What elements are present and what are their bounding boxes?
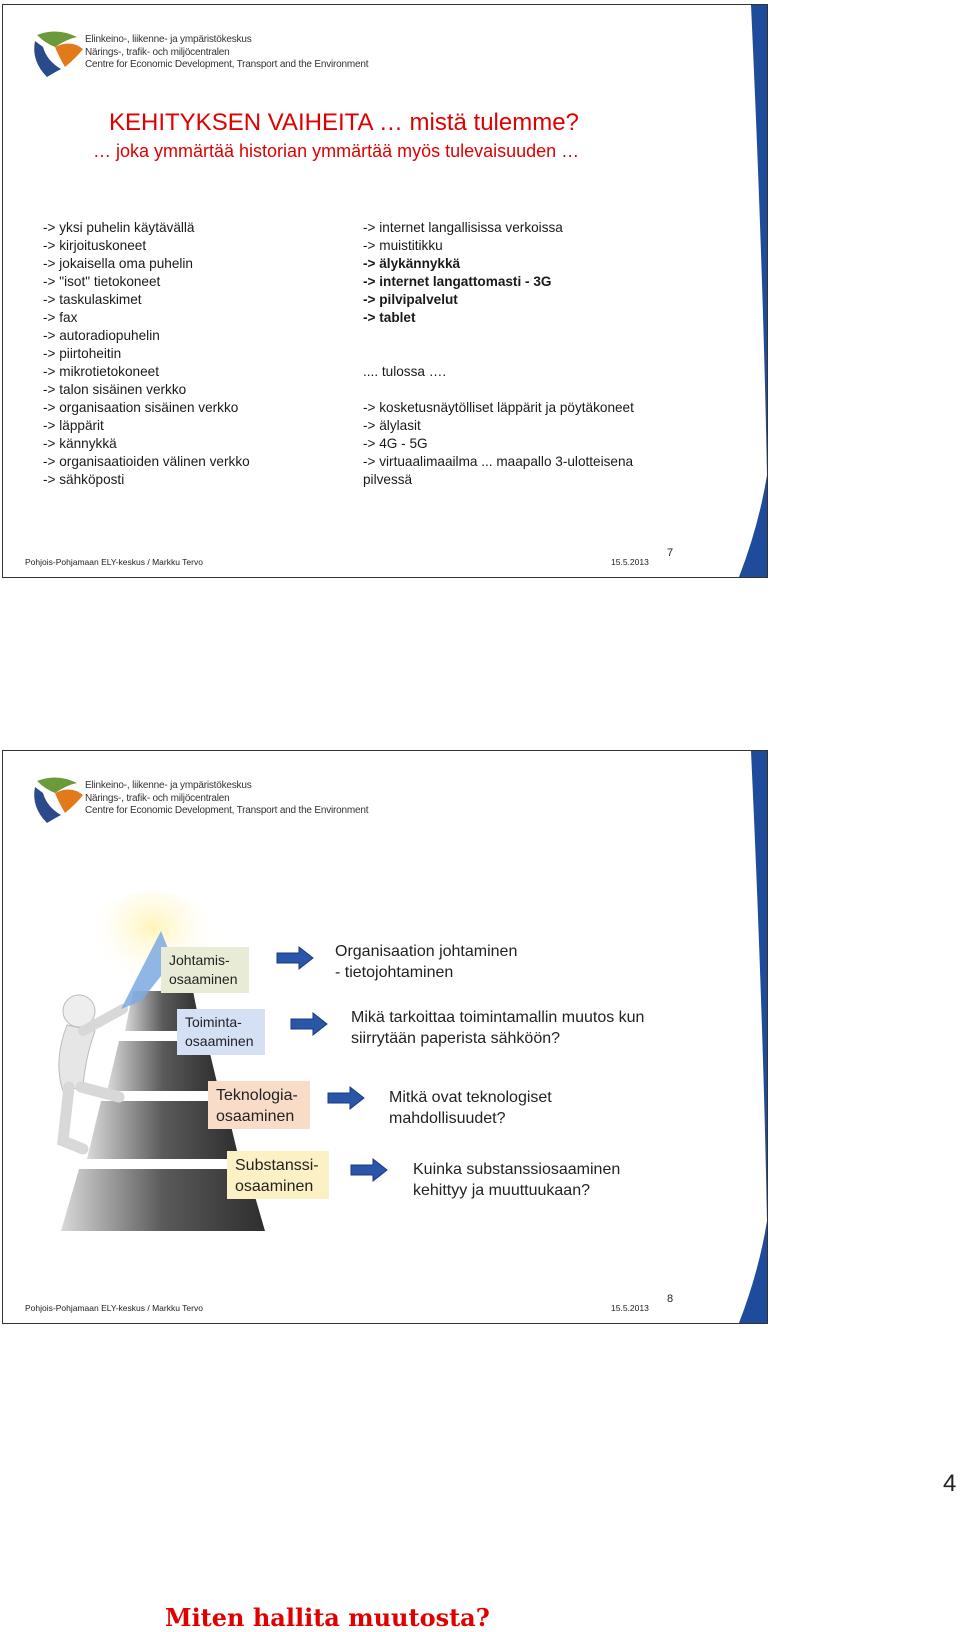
footer-org: Pohjois-Pohjamaan ELY-keskus / Markku Tervo (25, 557, 203, 567)
arrow-right-icon (277, 947, 313, 969)
list-item: -> internet langattomasti - 3G (363, 274, 552, 289)
decorative-arc (667, 751, 767, 1323)
list-item: -> kännykkä (43, 436, 117, 451)
list-item: -> talon sisäinen verkko (43, 382, 187, 397)
ely-logo-icon (27, 27, 87, 82)
list-item: -> muistitikku (363, 238, 443, 253)
level-label: Toiminta- osaaminen (185, 1014, 254, 1049)
level-desc-substance: Kuinka substanssiosaaminen kehittyy ja muuttuukaan? (413, 1161, 621, 1199)
list-item: -> sähköposti (43, 472, 125, 487)
level-desc-technology: Mitkä ovat teknologiset mahdollisuudet? (389, 1089, 552, 1127)
past-list (43, 219, 250, 489)
list-item: -> kirjoituskoneet (43, 238, 147, 253)
document-page-number: 4 (943, 1470, 957, 1497)
slide-title: Miten hallita muutosta? (165, 1603, 490, 1632)
list-item: -> älylasit (363, 418, 421, 433)
ely-logo-icon (27, 773, 87, 828)
list-item: -> kosketusnäytölliset läppärit ja pöytäkoneet (363, 400, 634, 415)
decorative-arc (667, 5, 767, 577)
logo-line-fi: Elinkeino-, liikenne- ja ympäristökeskus (85, 34, 252, 45)
list-item: -> piirtoheitin (43, 346, 122, 361)
list-item: -> pilvipalvelut (363, 292, 458, 307)
list-item: -> "isot" tietokoneet (43, 274, 161, 289)
logo-text (85, 780, 368, 818)
level-label: Johtamis- osaaminen (169, 952, 238, 987)
level-box-leadership (161, 947, 249, 993)
logo-text (85, 34, 368, 72)
logo-line-fi: Elinkeino-, liikenne- ja ympäristökeskus (85, 780, 252, 791)
footer-org: Pohjois-Pohjamaan ELY-keskus / Markku Tervo (25, 1303, 203, 1313)
future-heading: .... tulossa …. (363, 364, 447, 379)
list-item: -> älykännykkä (363, 256, 461, 271)
list-item: -> organisaation sisäinen verkko (43, 400, 239, 415)
footer-date: 15.5.2013 (611, 1303, 649, 1313)
arrow-right-icon (291, 1013, 327, 1035)
level-box-technology (208, 1081, 310, 1129)
level-desc-operations: Mikä tarkoittaa toimintamallin muutos kun siirrytään paperista sähköön? (351, 1009, 645, 1047)
footer-date: 15.5.2013 (611, 557, 649, 567)
level-box-operations (177, 1009, 265, 1055)
list-item: -> mikrotietokoneet (43, 364, 159, 379)
slide-number: 8 (667, 1293, 674, 1305)
list-item: -> internet langallisissa verkoissa (363, 220, 563, 235)
slide-number: 7 (667, 547, 674, 559)
list-item: -> 4G - 5G (363, 436, 428, 451)
level-desc-leadership: Organisaation johtaminen - tietojohtaminen (335, 943, 518, 981)
arrow-right-icon (328, 1087, 364, 1109)
slide-subtitle: … joka ymmärtää historian ymmärtää myös tulevaisuuden … (93, 141, 580, 161)
slide-8 (2, 750, 768, 1632)
list-item: -> jokaisella oma puhelin (43, 256, 193, 271)
logo-line-en: Centre for Economic Development, Transport and the Environment (85, 59, 369, 70)
logo-line-en: Centre for Economic Development, Transport and the Environment (85, 805, 369, 816)
list-item: -> organisaatioiden välinen verkko (43, 454, 250, 469)
arrow-right-icon (351, 1159, 387, 1181)
present-list (363, 219, 634, 489)
logo-line-sv: Närings-, trafik- och miljöcentralen (85, 792, 230, 804)
list-item: -> läppärit (43, 418, 104, 433)
level-label: Teknologia- osaaminen (216, 1087, 298, 1125)
logo-line-sv: Närings-, trafik- och miljöcentralen (85, 46, 230, 58)
slide-title: KEHITYKSEN VAIHEITA … mistä tulemme? (109, 109, 579, 136)
slide-7 (2, 4, 768, 578)
level-label: Substanssi- osaaminen (235, 1157, 319, 1195)
list-item: -> virtuaalimaailma ... maapallo 3-ulotteisena (363, 454, 634, 469)
list-item: pilvessä (363, 472, 413, 487)
list-item: -> yksi puhelin käytävällä (43, 220, 195, 235)
list-item: -> fax (43, 310, 78, 325)
list-item: -> tablet (363, 310, 416, 325)
list-item: -> taskulaskimet (43, 292, 142, 307)
list-item: -> autoradiopuhelin (43, 328, 160, 343)
level-box-substance (227, 1151, 329, 1199)
